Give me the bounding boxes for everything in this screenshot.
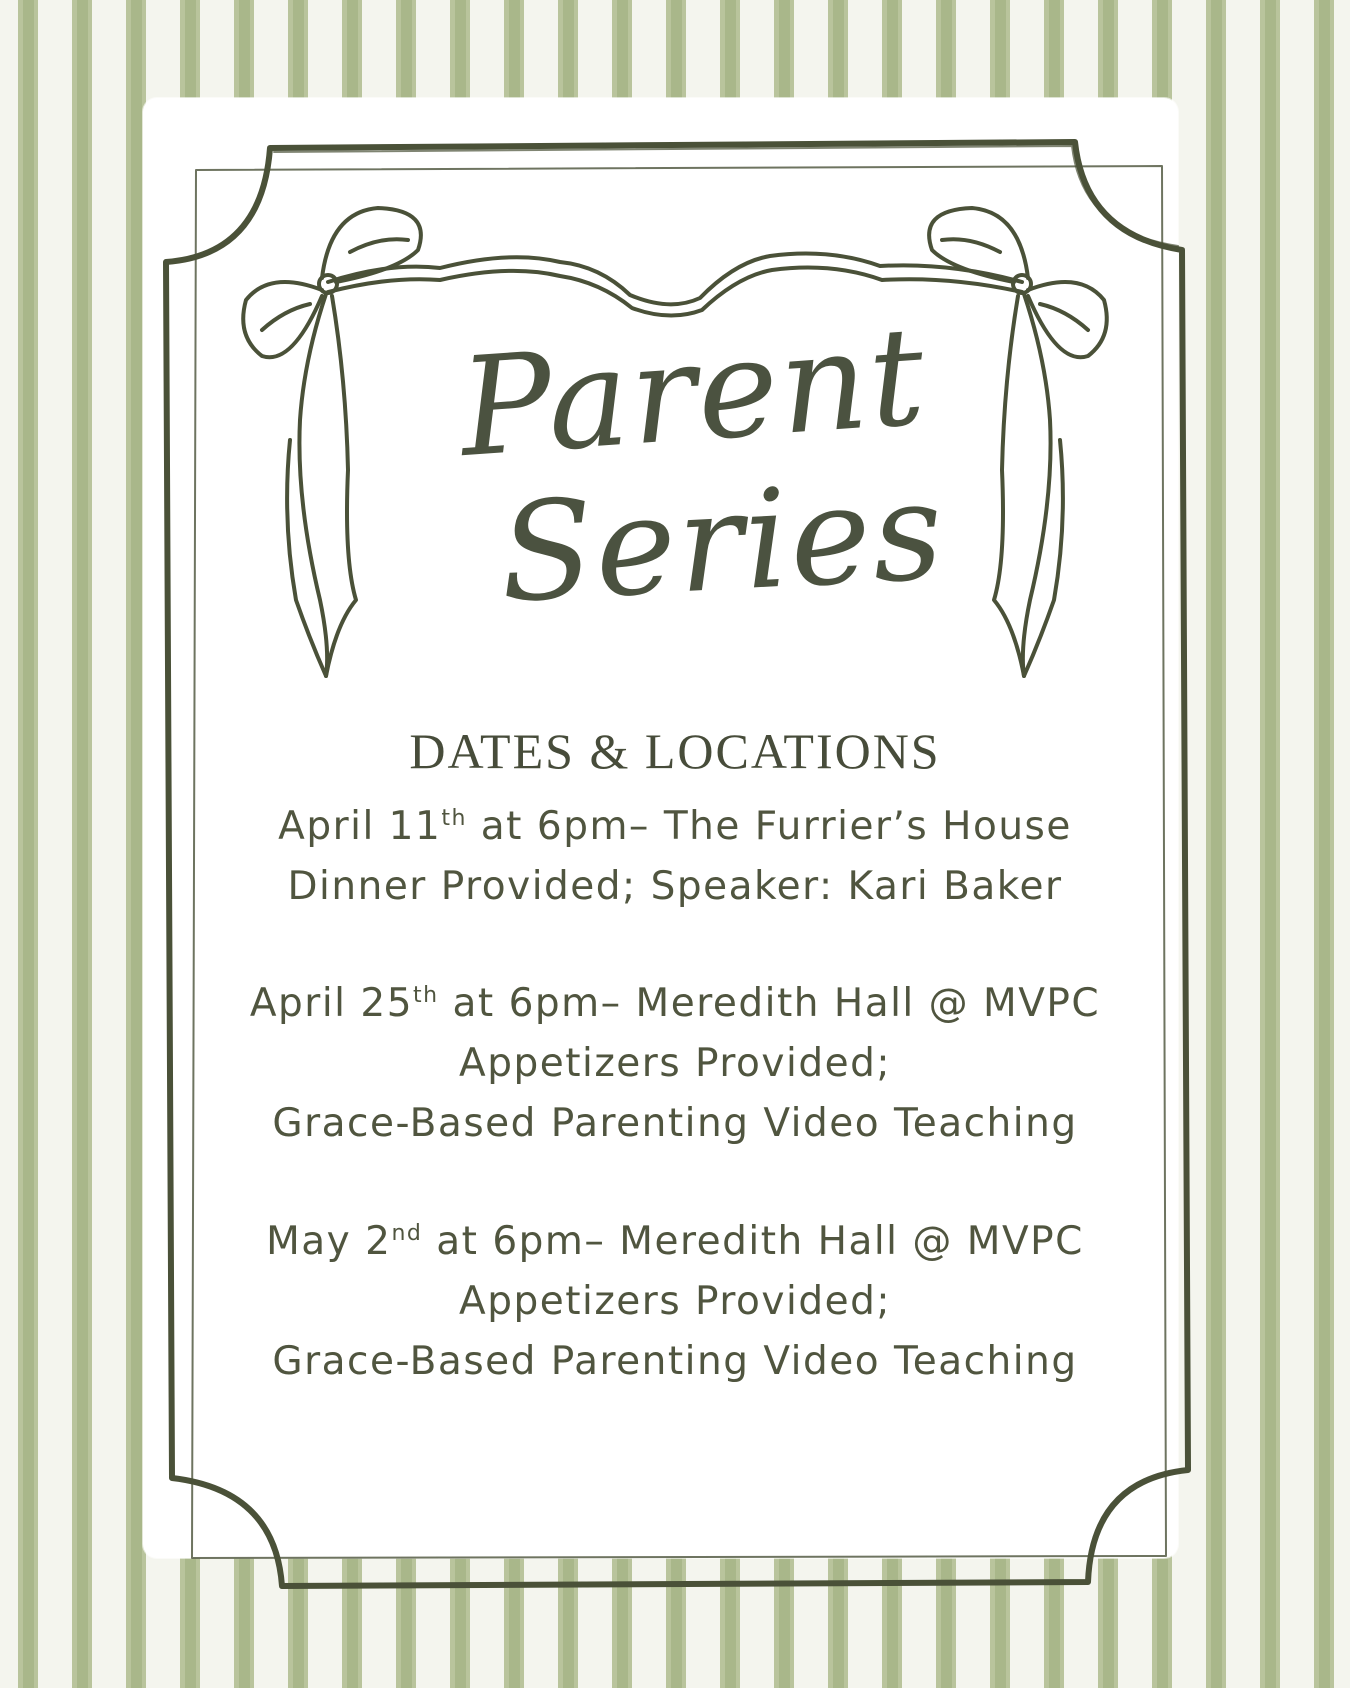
date-suffix: th (413, 983, 439, 1008)
event-date: May 2 (266, 1219, 392, 1264)
title-line-parent: Parent (455, 297, 932, 489)
event-may-2 (200, 1212, 1150, 1392)
dates-locations-heading: DATES & LOCATIONS (409, 723, 941, 779)
event-date: April 11 (278, 804, 442, 849)
date-suffix: nd (391, 1221, 423, 1246)
event-details: Dinner Provided; Speaker: Kari Baker (287, 864, 1063, 909)
event-details: Grace-Based Parenting Video Teaching (272, 1101, 1078, 1146)
event-april-11 (200, 797, 1150, 917)
event-date-line (200, 797, 1150, 857)
date-suffix: th (441, 806, 467, 831)
event-date: April 25 (249, 981, 414, 1026)
event-date-line (200, 1212, 1150, 1272)
event-time-place: at 6pm– Meredith Hall @ MVPC (438, 981, 1101, 1026)
event-date-line (200, 974, 1150, 1034)
event-details: Appetizers Provided; (459, 1279, 891, 1324)
title-line-series: Series (496, 452, 949, 634)
event-time-place: at 6pm– Meredith Hall @ MVPC (422, 1219, 1084, 1264)
event-time-place: at 6pm– The Furrier’s House (466, 804, 1072, 849)
event-details: Grace-Based Parenting Video Teaching (272, 1339, 1078, 1384)
event-details: Appetizers Provided; (459, 1041, 891, 1086)
event-title (300, 297, 1050, 648)
event-april-25 (200, 974, 1150, 1154)
